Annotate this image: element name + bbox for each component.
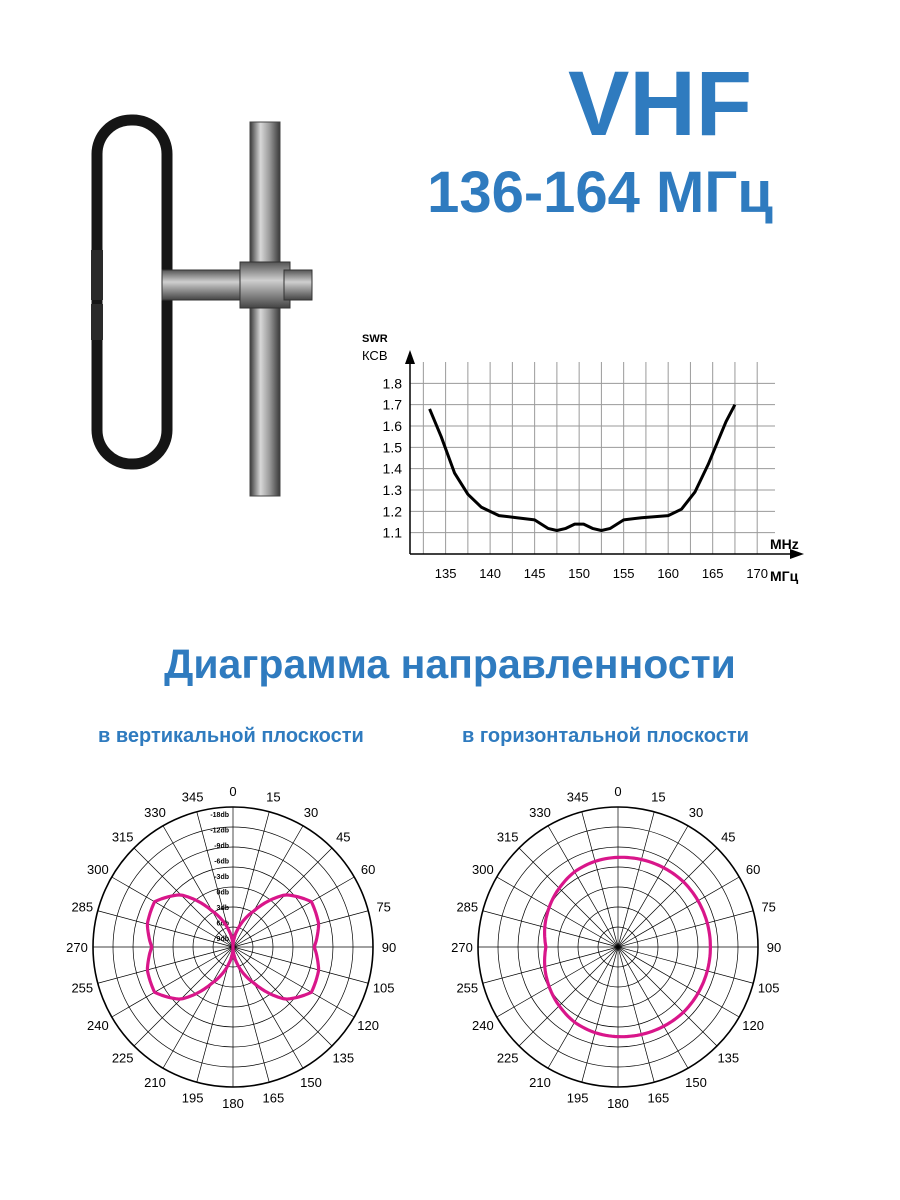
polar-angle-label: 270 (451, 940, 473, 955)
vertical-pattern-chart (60, 784, 410, 1120)
polar-radial-label: -6db (214, 858, 229, 866)
swr-xtick-label: 170 (746, 566, 769, 581)
swr-ytick-label: 1.4 (382, 460, 402, 477)
swr-ytick-label: 1.2 (382, 503, 402, 520)
polar-angle-label: 225 (496, 1050, 519, 1066)
polar-angle-label: 60 (360, 862, 376, 877)
swr-ytick-label: 1.7 (382, 396, 402, 413)
polar-angle-label: 195 (566, 1090, 589, 1106)
swr-xlabel-bottom: МГц (770, 568, 799, 584)
polar-angle-label: 120 (357, 1018, 379, 1033)
polar-angle-label: 180 (607, 1096, 629, 1111)
swr-ylabel-top: SWR (362, 333, 388, 345)
polar-angle-label: 15 (651, 789, 666, 805)
polar-angle-label: 195 (181, 1090, 204, 1106)
polar-radial-label: 9db (216, 936, 229, 943)
vertical-plane-label: в вертикальной плоскости (98, 725, 364, 747)
polar-angle-label: 75 (761, 899, 776, 915)
product-title: VHF (568, 53, 752, 155)
polar-angle-label: 135 (332, 1050, 355, 1066)
polar-radial-label: -3db (214, 874, 229, 881)
swr-xtick-label: 155 (612, 566, 635, 581)
polar-angle-label: 240 (87, 1018, 109, 1033)
polar-angle-label: 315 (496, 829, 519, 845)
mast-clamp (240, 262, 290, 308)
polar-angle-label: 165 (647, 1090, 670, 1106)
polar-angle-label: 135 (717, 1050, 740, 1066)
swr-ytick-label: 1.5 (382, 439, 402, 456)
swr-xtick-label: 135 (434, 566, 457, 581)
swr-xtick-label: 165 (701, 566, 724, 581)
polar-radial-label: -12db (210, 827, 229, 835)
polar-angle-label: 285 (71, 899, 94, 915)
polar-angle-label: 90 (381, 940, 397, 955)
polar-angle-label: 345 (181, 789, 204, 805)
frequency-range: 136-164 МГц (427, 160, 773, 225)
swr-grid (410, 362, 775, 554)
folded-dipole-loop (97, 120, 167, 464)
polar-angle-label: 60 (745, 862, 761, 877)
polar-angle-label: 165 (262, 1090, 285, 1106)
polar-angle-label: 300 (472, 862, 494, 877)
swr-ylabel-bottom: КСВ (362, 348, 388, 363)
mast-pipe (250, 122, 280, 496)
polar-angle-label: 0 (229, 784, 237, 799)
polar-radial-label: -9db (214, 843, 229, 850)
polar-angle-label: 285 (456, 899, 479, 915)
swr-xtick-label: 140 (479, 566, 501, 581)
polar-radial-label: 6db (216, 920, 229, 928)
antenna-illustration (80, 110, 340, 510)
polar-angle-label: 345 (566, 789, 589, 805)
polar-angle-label: 45 (721, 829, 736, 845)
polar-angle-label: 240 (472, 1018, 494, 1033)
polar-grid (478, 804, 761, 1087)
swr-xtick-label: 150 (568, 566, 590, 581)
polar-radial-label: -18db (210, 812, 229, 819)
polar-angle-label: 180 (222, 1096, 244, 1111)
polar-angle-label: 105 (757, 980, 780, 996)
polar-angle-label: 90 (766, 940, 782, 955)
polar-angle-label: 150 (300, 1075, 322, 1091)
swr-axes (405, 350, 804, 559)
swr-chart (350, 320, 820, 600)
swr-xtick-label: 145 (523, 566, 546, 581)
polar-angle-label: 15 (266, 789, 281, 805)
polar-angle-label: 210 (144, 1075, 166, 1091)
polar-angle-label: 75 (376, 899, 391, 915)
polar-angle-label: 270 (66, 940, 88, 955)
polar-angle-label: 300 (87, 862, 109, 877)
horizontal-plane-label: в горизонтальной плоскости (462, 725, 749, 747)
polar-angle-label: 330 (144, 804, 166, 820)
polar-angle-label: 330 (529, 804, 551, 820)
swr-ytick-label: 1.8 (382, 375, 402, 392)
polar-angle-label: 30 (688, 804, 704, 820)
horizontal-pattern-chart (445, 784, 795, 1120)
polar-radial-label: 3db (216, 905, 229, 912)
swr-ytick-label: 1.1 (382, 524, 402, 541)
polar-angle-label: 315 (111, 829, 134, 845)
polar-radial-label: 0db (216, 889, 229, 897)
swr-xtick-label: 160 (657, 566, 680, 581)
polar-angle-label: 150 (685, 1075, 707, 1091)
polar-angle-label: 225 (111, 1050, 134, 1066)
pattern-section-title: Диаграмма направленности (164, 641, 736, 687)
polar-angle-label: 105 (372, 980, 395, 996)
polar-angle-label: 45 (336, 829, 351, 845)
polar-angle-label: 255 (71, 980, 94, 996)
swr-xlabel-top: MHz (770, 536, 799, 552)
polar-angle-label: 120 (742, 1018, 764, 1033)
polar-angle-label: 210 (529, 1075, 551, 1091)
polar-angle-label: 255 (456, 980, 479, 996)
polar-angle-label: 0 (614, 784, 622, 799)
polar-angle-label: 30 (303, 804, 319, 820)
swr-ytick-label: 1.3 (382, 482, 402, 498)
swr-ytick-label: 1.6 (382, 418, 402, 434)
